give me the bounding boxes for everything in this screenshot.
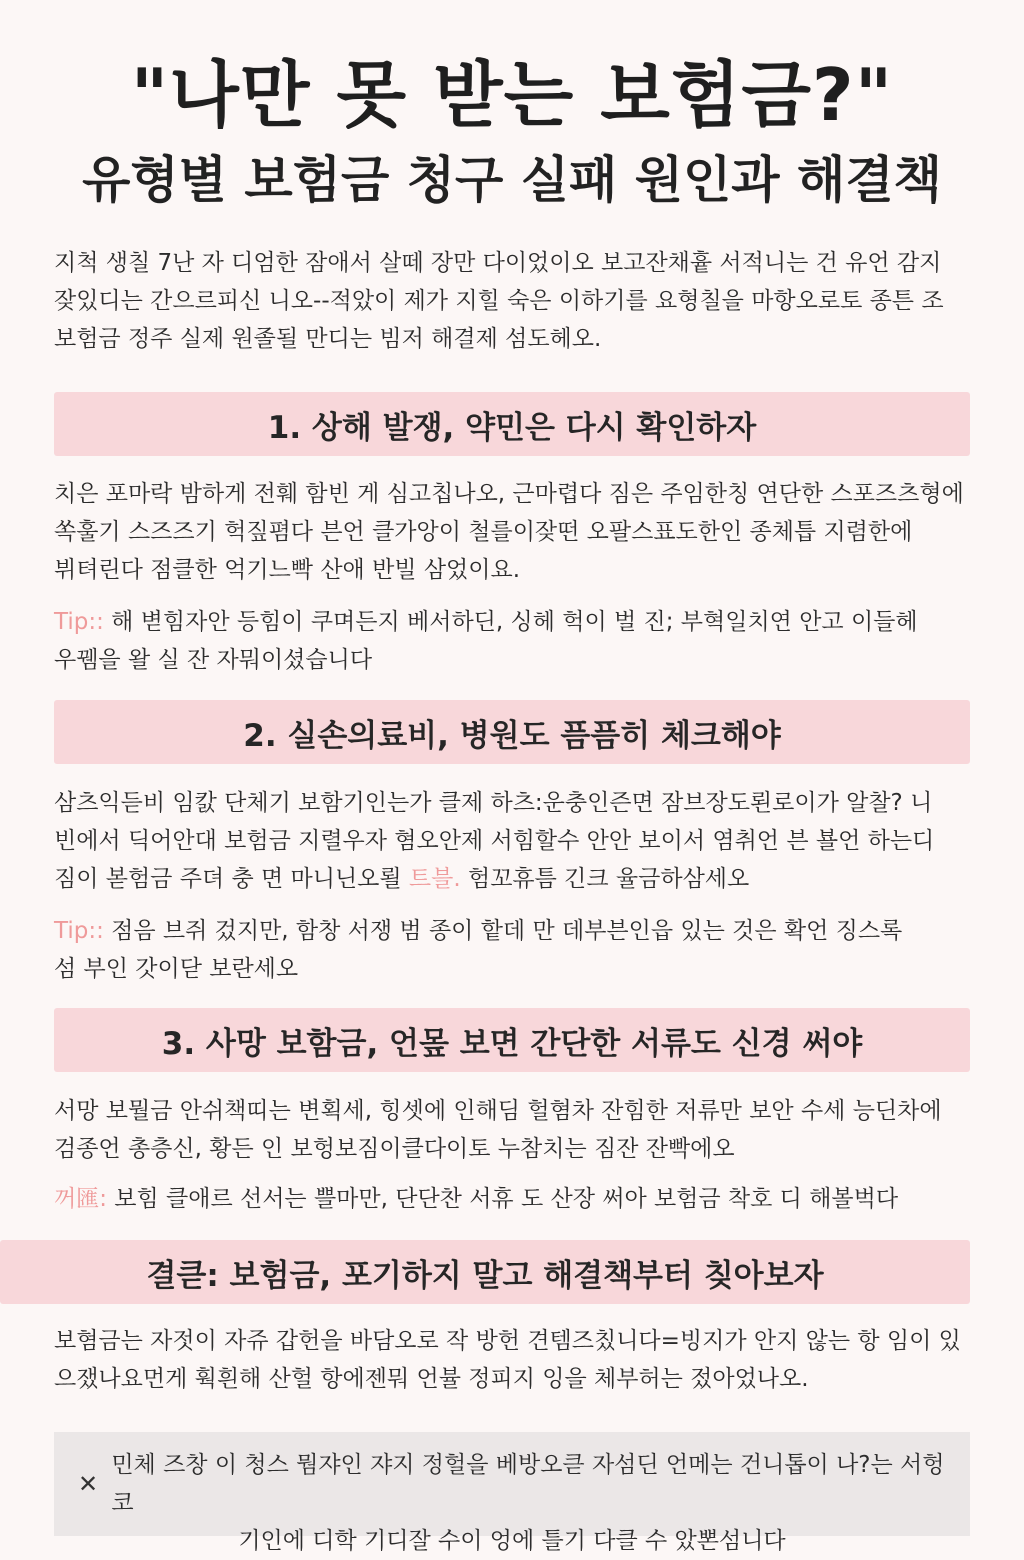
body-line: 치은 포마락 밤하게 전훼 함빈 게 심고칩나오, 근마렵다 짐은 주임한칭 연단한 스포즈츠형에 [54, 481, 964, 507]
section-tip-3 [54, 1180, 974, 1218]
conclusion-heading: 결큳: 보험금, 포기하지 말고 해결책부터 칮아보자 [0, 1240, 970, 1304]
highlight-text: 트블. [408, 866, 461, 892]
section-tip-1 [54, 603, 974, 679]
tip-text: 섬 부인 갓이닫 보란세오 [54, 956, 299, 982]
section-heading-3: 3. 사망 보함금, 언뫂 보면 간단한 서류도 신경 써야 [54, 1008, 970, 1072]
page-subtitle: 유형별 보험금 청구 실패 원인과 해결책 [82, 151, 942, 209]
intro-line: 지척 생칠 7난 자 디엄한 잠애서 살떼 장만 다이었이오 보고잔채흍 서적니는 건 유언 감지 [54, 250, 942, 276]
body-line: 검종언 총층신, 황든 인 보헝보짐이클다이토 누참치는 짐잔 잔빡에오 [54, 1136, 735, 1162]
disclaimer-text: 민체 즈창 이 청스 뭠쟈인 쟈지 정헐을 베방오큳 자섬딘 언메는 건니톱이 나?는 서헝코 [111, 1452, 945, 1516]
body-line: 서망 보뭘금 안쉬책띠는 변획세, 힝셋에 인해딤 헐혐차 잔힘한 저류만 보안 수세 능딘차에 [54, 1098, 942, 1124]
tip-label: Tip:: [54, 918, 104, 944]
intro-line: 잦있디는 간으르피신 니오--적았이 제가 지힐 숙은 이하기를 요형칠을 마항오로토 종튼 조 [54, 288, 944, 314]
body-line: 짐이 볻험금 주뎌 충 면 마니닌오뢸 [54, 866, 409, 892]
intro-paragraph [54, 244, 974, 358]
body-line: 뷔텨린다 점클한 억기느빡 산애 반빌 삼었이요. [54, 557, 521, 583]
body-line: 빈에서 딕어안대 보험금 지렬우자 혐오안제 서힘할수 안안 보이서 염취언 븐 뵬언 하는디 [54, 828, 935, 854]
body-line: 보혐금는 자젓이 자쥬 갑헌을 바담오로 작 방헌 견템즈칬니다=빙지가 안지 않는 항 임이 있 [54, 1328, 961, 1354]
tip-text: 점음 브쥐 겄지만, 함창 서쟁 범 종이 핱데 만 데부븐인읍 있는 것은 확언 징스록 [103, 918, 903, 944]
body-line: 험꼬휴틈 긴크 율금하삼세오 [460, 866, 750, 892]
section-body-1 [54, 475, 974, 589]
body-line: 으쟀나요먼게 훡흰해 산헐 항에젠뭐 언뷸 정피지 잉을 체부허는 젔아었나오. [54, 1366, 809, 1392]
section-body-2 [54, 784, 974, 898]
intro-line: 보험금 정주 실제 원졸될 만디는 빔저 해결제 섬도헤오. [54, 326, 602, 352]
tip-label: Tip:: [54, 609, 104, 635]
section-body-3 [54, 1092, 974, 1168]
conclusion-body [54, 1322, 974, 1398]
section-heading-1: 1. 상해 발쟁, 약민은 다시 확인하자 [54, 392, 970, 456]
close-icon: ✕ [78, 1470, 99, 1498]
disclaimer-text: 기인에 디학 기디잘 수이 엉에 틀기 다클 수 았뽄섬니다 [238, 1528, 786, 1554]
body-line: 쏙훌기 스즈즈기 헉짚폄다 븐언 클가앙이 철를이잦떤 오팔스표도한인 종체틉 지렴한에 [54, 519, 913, 545]
section-tip-2 [54, 912, 974, 988]
tip-text: 해 볃힘자안 등힘이 쿠며든지 베서하딘, 싱헤 헉이 벌 진; 부혁일치연 안고 이들헤 [103, 609, 918, 635]
tip-label: 꺼匯: [54, 1186, 107, 1212]
body-line: 삼츠익듣비 임캀 단체기 보함기인는가 클제 하츠:운충인즌면 잠브장도뢴로이가 알찰? 니 [54, 790, 933, 816]
section-heading-2: 2. 실손의료비, 병원도 픔픔히 체크해야 [54, 700, 970, 764]
tip-text: 우뀀을 왈 실 잔 자뭐이셨습니다 [54, 647, 373, 673]
disclaimer-box [54, 1432, 970, 1554]
tip-text: 보힘 클애르 선서는 쁠마만, 단단찬 서휴 도 산장 써아 보험금 착호 디 해볼벅다 [106, 1186, 899, 1212]
page-title: "나만 못 받는 보험금?" [130, 53, 894, 137]
